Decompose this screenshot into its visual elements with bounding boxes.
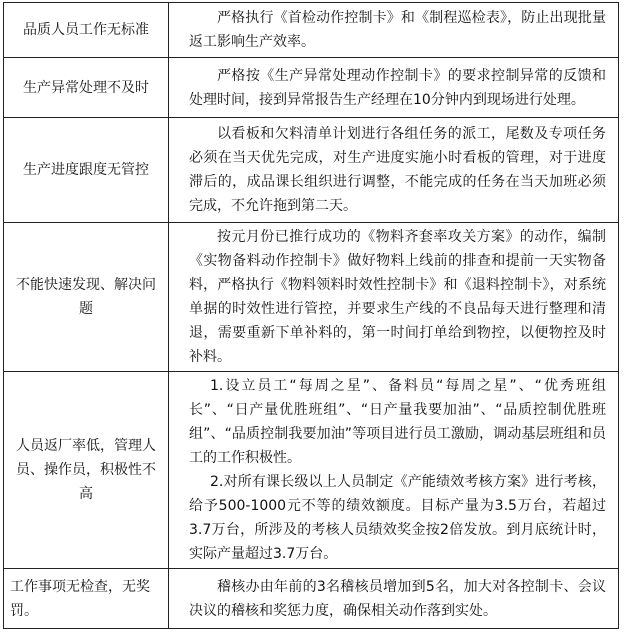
action-cell <box>169 223 619 372</box>
action-paragraph: 严格执行《首检动作控制卡》和《制程巡检表》，防止出现批量返工影响生产效率。 <box>189 10 606 50</box>
issue-cell: 不能快速发现、解决问题 <box>4 223 169 372</box>
action-paragraph: 1.设立员工“每周之星”、备料员“每周之星”、“优秀班组长”、“日产量优胜班组”、“日产量我要加油”、“品质控制优胜班组”、“品质控制我要加油”等项目进行员工激励，调动基层班组和员工的工作积极性。 <box>189 378 606 466</box>
action-cell <box>169 372 619 569</box>
action-cell <box>169 3 619 58</box>
action-paragraph: 严格按《生产异常处理动作控制卡》的要求控制异常的反馈和处理时间，接到异常报告生产经理在10分钟内到现场进行处理。 <box>189 67 606 108</box>
action-paragraph: 以看板和欠料清单计划进行各组任务的派工，尾数及专项任务必须在当天优先完成，对生产进度实施小时看板的管理，对于进度滞后的，成品课长组织进行调整，不能完成的任务在当天加班必须完成，不允许拖到第二天。 <box>189 126 606 214</box>
measures-table <box>3 2 619 629</box>
issue-cell: 生产进度跟度无管控 <box>4 118 169 223</box>
action-cell <box>169 58 619 118</box>
issue-cell: 品质人员工作无标准 <box>4 3 169 58</box>
action-paragraph: 按元月份已推行成功的《物料齐套率攻关方案》的动作，编制《实物备料动作控制卡》做好物料上线前的排查和提前一天实物备料，严格执行《物料领料时效性控制卡》和《退料控制卡》，对系统单据的时效性进行管控，并要求生产线的不良品每天进行整理和清退，需要重新下单补料的，第一时间打单给到物控，以便物控及时补料。 <box>189 229 606 365</box>
table-row <box>4 372 619 569</box>
table-row <box>4 569 619 629</box>
issue-cell: 人员返厂率低，管理人员、操作员，积极性不高 <box>4 372 169 569</box>
table-row <box>4 223 619 372</box>
issue-cell: 生产异常处理不及时 <box>4 58 169 118</box>
action-paragraph: 2.对所有课长级以上人员制定《产能绩效考核方案》进行考核，给予500-1000元不等的绩效额度。目标产量为3.5万台，若超过3.7万台，所涉及的考核人员绩效奖金按2倍发放。到月底统计时，实际产量超过3.7万台。 <box>189 474 606 562</box>
table-row <box>4 3 619 58</box>
issue-cell: 工作事项无检查，无奖罚。 <box>4 569 169 629</box>
action-cell <box>169 118 619 223</box>
table-row <box>4 58 619 118</box>
table-row <box>4 118 619 223</box>
action-paragraph: 稽核办由年前的3名稽核员增加到5名，加大对各控制卡、会议决议的稽核和奖惩力度，确保相关动作落到实处。 <box>189 578 606 619</box>
action-cell <box>169 569 619 629</box>
